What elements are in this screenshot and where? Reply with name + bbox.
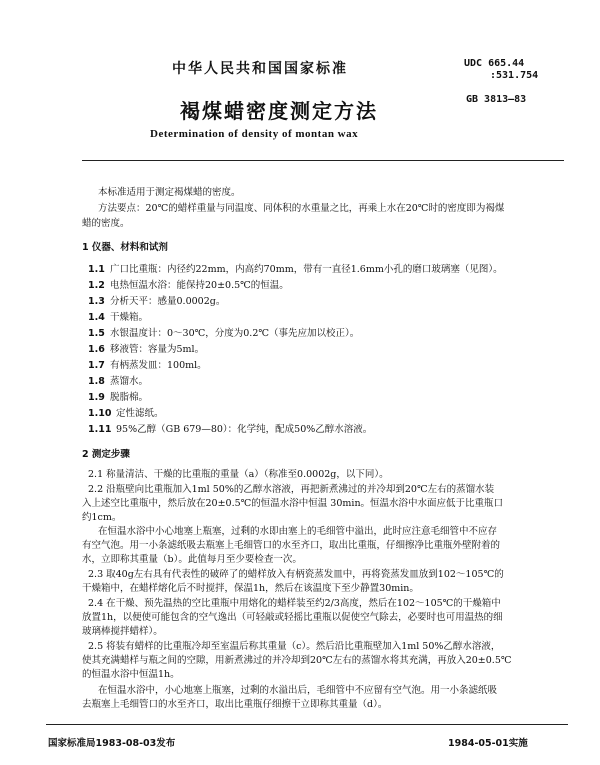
intro-principle-cont: 蜡的密度。 <box>82 218 130 229</box>
item-number: 1.7 <box>88 360 105 371</box>
item-number: 1.3 <box>88 296 105 307</box>
step-2-2b-line1: 在恒温水浴中小心地塞上瓶塞，过剩的水即由塞上的毛细管中溢出，此时应注意毛细管中不应存 <box>98 526 498 537</box>
list-item <box>88 423 372 436</box>
intro-principle: 方法要点：20℃的蜡样重量与同温度、同体积的水重量之比，再乘上水在20℃时的密度即为褐煤 <box>98 203 505 214</box>
item-number: 1.6 <box>88 344 105 355</box>
item-number: 1.11 <box>88 424 112 435</box>
item-number: 1.2 <box>88 280 105 291</box>
step-2-5b-line1: 在恒温水浴中，小心地塞上瓶塞，过剩的水溢出后，毛细管中不应留有空气泡。用一小条滤纸吸 <box>98 685 498 696</box>
step-2-2b-line2: 有空气泡。用一小条滤纸吸去瓶塞上毛细管口的水至齐口，取出比重瓶，仔细擦净比重瓶外壁附着的 <box>82 540 501 551</box>
list-item <box>88 311 148 324</box>
step-2-4-line2: 放置1h，以便使可能包含的空气逸出（可轻敲或轻摇比重瓶以促使空气除去，必要时也可用温热的细 <box>82 612 503 623</box>
step-2-3-line1: 2.3 取40g左右具有代表性的破碎了的蜡样放入有柄瓷蒸发皿中，再将瓷蒸发皿放到102～105℃的 <box>88 569 504 580</box>
section-2-heading: 2 测定步骤 <box>82 449 130 460</box>
step-2-1: 2.1 称量清洁、干燥的比重瓶的重量（a）（称准至0.0002g，以下同）。 <box>88 469 389 480</box>
step-2-2-line2: 入上述空比重瓶中，然后放在20±0.5℃的恒温水浴中恒温 30min。恒温水浴中水面应低于比重瓶口 <box>82 498 504 509</box>
item-text: 分析天平：感量0.0002g。 <box>110 296 226 307</box>
list-item <box>88 359 207 372</box>
step-2-3-line2: 干燥箱中，在蜡样熔化后不时搅拌，保温1h，然后在该温度下至少静置30min。 <box>82 583 419 594</box>
step-2-5-line1: 2.5 将装有蜡样的比重瓶冷却至室温后称其重量（c）。然后沿比重瓶壁加入1ml 50%乙醇水溶液， <box>88 641 501 652</box>
udc-code-continued: :531.754 <box>490 70 539 81</box>
step-2-5-line3: 的恒温水浴中恒温1h。 <box>82 669 180 680</box>
item-number: 1.1 <box>88 264 105 275</box>
item-number: 1.4 <box>88 312 105 323</box>
gb-code: GB 3813—83 <box>466 94 527 105</box>
english-title: Determination of density of montan wax <box>150 128 359 140</box>
item-text: 定性滤纸。 <box>116 408 164 419</box>
item-number: 1.8 <box>88 376 105 387</box>
list-item <box>88 391 148 404</box>
step-2-2-line3: 约1cm。 <box>82 512 122 523</box>
step-2-4-line3: 玻璃棒搅拌蜡样）。 <box>82 626 163 637</box>
standard-name: 中华人民共和国国家标准 <box>172 61 348 77</box>
issue-date: 国家标准局1983-08-03发布 <box>48 738 176 749</box>
effective-date: 1984-05-01实施 <box>448 738 528 749</box>
item-text: 电热恒温水浴：能保持20±0.5℃的恒温。 <box>110 280 289 291</box>
item-text: 干燥箱。 <box>110 312 149 323</box>
list-item <box>88 279 289 292</box>
list-item <box>88 263 503 276</box>
step-2-4-line1: 2.4 在干燥、预先温热的空比重瓶中用熔化的蜡样装至约2/3高度，然后在102～105℃的干燥箱中 <box>88 598 501 609</box>
item-text: 95%乙醇（GB 679—80）：化学纯，配成50%乙醇水溶液。 <box>116 424 373 435</box>
section-1-heading: 1 仪器、材料和试剂 <box>82 242 168 253</box>
item-text: 水银温度计：0～30℃，分度为0.2℃（事先应加以校正）。 <box>110 328 360 339</box>
list-item <box>88 407 164 420</box>
list-item <box>88 295 225 308</box>
step-2-5-line2: 使其充满蜡样与瓶之间的空隙，用新煮沸过的并冷却到20℃左右的蒸馏水将其充满，再放入20±0.5℃ <box>82 655 512 666</box>
item-text: 移液管：容量为5ml。 <box>110 344 205 355</box>
step-2-5b-line2: 去瓶塞上毛细管口的水至齐口，取出比重瓶仔细擦干立即称其重量（d）。 <box>82 699 388 710</box>
item-text: 广口比重瓶：内径约22mm，内高约70mm，带有一直径1.6mm小孔的磨口玻璃塞（见图）。 <box>110 264 503 275</box>
item-number: 1.5 <box>88 328 105 339</box>
item-text: 脱脂棉。 <box>110 392 149 403</box>
header-divider <box>82 160 564 161</box>
step-2-2b-line3: 水，立即称其重量（b）。此值每月至少要检查一次。 <box>82 554 302 565</box>
list-item <box>88 327 359 340</box>
step-2-2-line1: 2.2 沿瓶壁向比重瓶加入1ml 50%的乙醇水溶液，再把新煮沸过的并冷却到20℃左右的蒸馏水装 <box>88 484 495 495</box>
page-title: 褐煤蜡密度测定方法 <box>180 99 378 123</box>
item-text: 蒸馏水。 <box>110 376 149 387</box>
list-item <box>88 343 204 356</box>
footer-divider <box>46 724 568 725</box>
item-text: 有柄蒸发皿：100ml。 <box>110 360 207 371</box>
item-number: 1.10 <box>88 408 112 419</box>
item-number: 1.9 <box>88 392 105 403</box>
udc-code: UDC 665.44 <box>464 58 525 69</box>
intro-scope: 本标准适用于测定褐煤蜡的密度。 <box>98 187 241 198</box>
list-item <box>88 375 148 388</box>
